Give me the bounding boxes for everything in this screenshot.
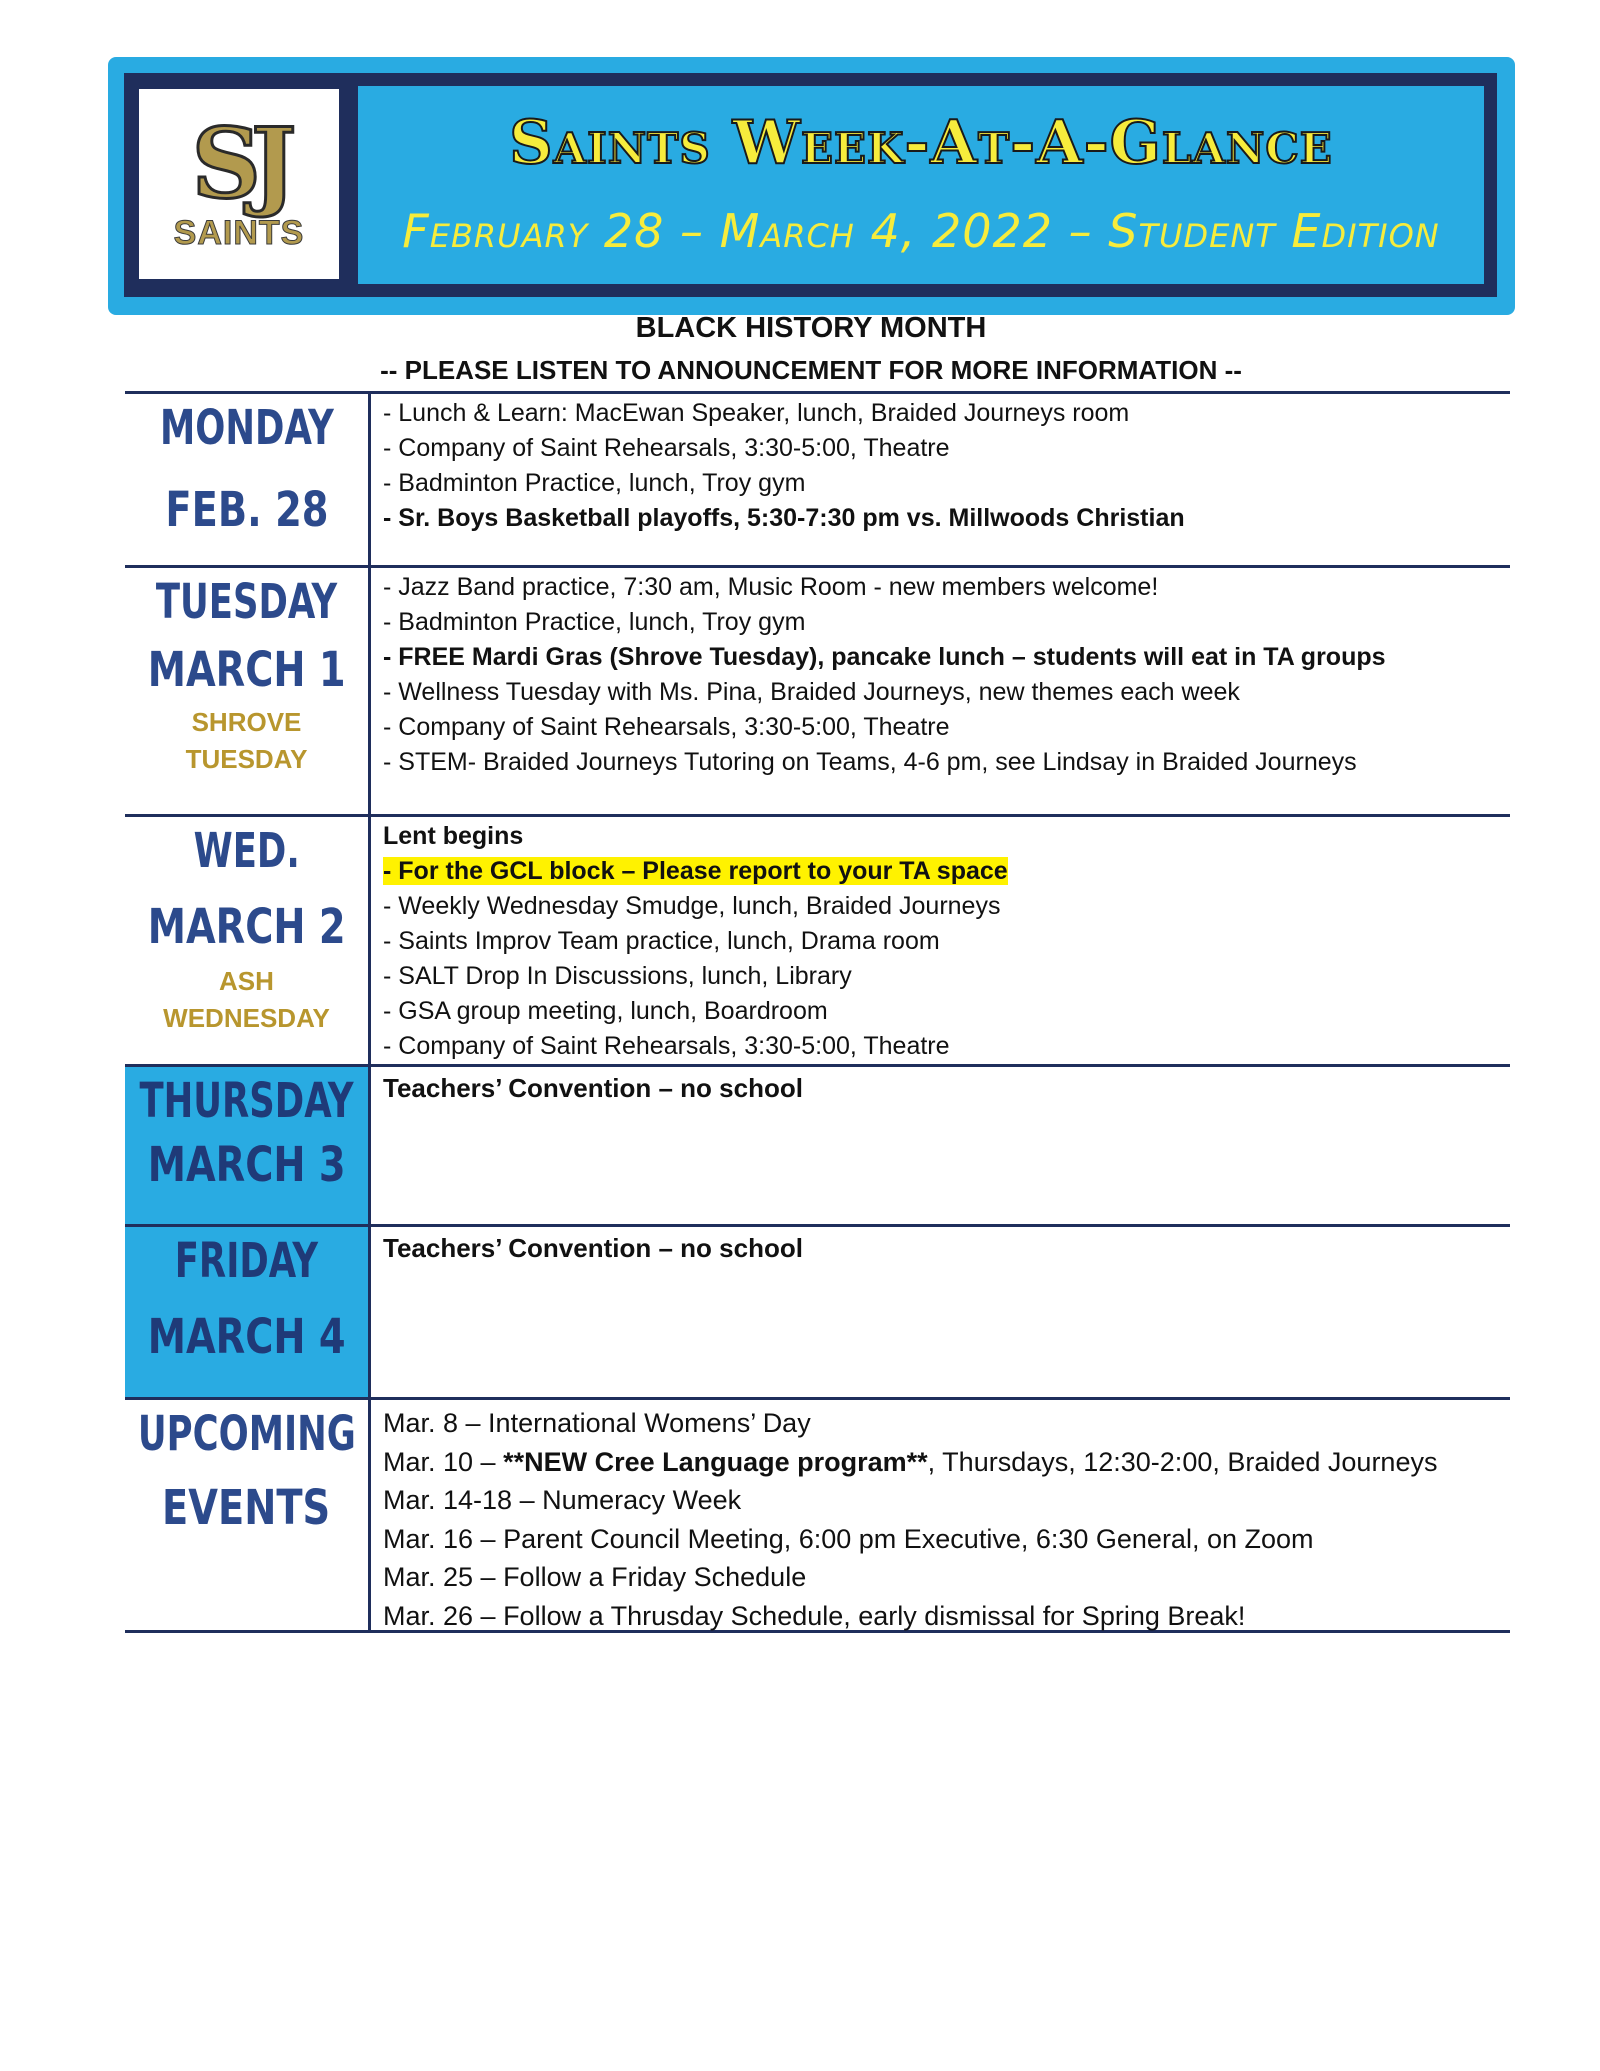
page-subtitle: February 28 – March 4, 2022 – Student Edition — [402, 204, 1440, 258]
day-name: WED. — [193, 823, 300, 879]
schedule-row-wednesday — [125, 817, 1510, 1067]
event-item — [383, 1443, 1510, 1482]
events-thursday — [371, 1067, 1510, 1224]
event-item: Mar. 14-18 – Numeracy Week — [383, 1485, 742, 1515]
header-banner — [108, 57, 1515, 315]
day-name: TUESDAY — [155, 574, 338, 630]
day-name: MONDAY — [159, 400, 334, 456]
event-item: - GSA group meeting, lunch, Boardroom — [383, 997, 828, 1025]
event-item: - Badminton Practice, lunch, Troy gym — [383, 469, 806, 497]
event-item: Mar. 26 – Follow a Thrusday Schedule, early dismissal for Spring Break! — [383, 1600, 1246, 1631]
day-note — [163, 963, 330, 1037]
event-item: - Weekly Wednesday Smudge, lunch, Braided Journeys — [383, 892, 1001, 920]
events-upcoming — [371, 1400, 1510, 1630]
schedule-row-tuesday — [125, 568, 1510, 817]
event-item: - Wellness Tuesday with Ms. Pina, Braided Journeys, new themes each week — [383, 678, 1240, 706]
day-cell-wednesday — [125, 817, 371, 1064]
announcement-notice: -- PLEASE LISTEN TO ANNOUNCEMENT FOR MORE INFORMATION -- — [380, 355, 1242, 385]
event-detail: , Thursdays, 12:30-2:00, Braided Journeys — [927, 1446, 1438, 1477]
event-item: - Lunch & Learn: MacEwan Speaker, lunch, Braided Journeys room — [383, 399, 1130, 427]
events-wednesday — [371, 817, 1510, 1064]
weekly-schedule-table — [125, 391, 1510, 1633]
events-friday — [371, 1227, 1510, 1397]
event-item: - Company of Saint Rehearsals, 3:30-5:00, Theatre — [383, 434, 950, 462]
day-date: MARCH 3 — [147, 1137, 346, 1193]
day-name: THURSDAY — [139, 1073, 354, 1129]
day-name: FRIDAY — [174, 1233, 319, 1289]
event-item: - Company of Saint Rehearsals, 3:30-5:00, Theatre — [383, 1032, 950, 1060]
schedule-row-thursday — [125, 1067, 1510, 1227]
event-date: Mar. 10 – — [383, 1446, 504, 1477]
event-item: Teachers’ Convention – no school — [383, 1073, 803, 1103]
event-item-highlighted — [383, 854, 1510, 889]
event-item: Mar. 25 – Follow a Friday Schedule — [383, 1562, 807, 1592]
event-item: Mar. 8 – International Womens’ Day — [383, 1408, 811, 1438]
school-logo — [136, 86, 342, 282]
day-note-line: ASH — [219, 966, 274, 996]
schedule-row-monday — [125, 394, 1510, 568]
logo-wordmark: SAINTS — [173, 213, 305, 252]
event-item: Lent begins — [383, 822, 524, 850]
day-date: EVENTS — [162, 1480, 331, 1536]
day-name: UPCOMING — [137, 1406, 356, 1462]
event-item: - FREE Mardi Gras (Shrove Tuesday), pancake lunch – students will eat in TA groups — [383, 643, 1386, 671]
day-note-line: WEDNESDAY — [163, 1003, 330, 1033]
event-item: - Sr. Boys Basketball playoffs, 5:30-7:30 pm vs. Millwoods Christian — [383, 504, 1185, 532]
schedule-row-friday — [125, 1227, 1510, 1400]
event-item: - STEM- Braided Journeys Tutoring on Teams, 4-6 pm, see Lindsay in Braided Journeys — [383, 748, 1357, 776]
day-date: MARCH 1 — [147, 642, 346, 698]
day-note — [186, 704, 308, 778]
day-cell-friday — [125, 1227, 371, 1397]
banner-frame — [124, 73, 1497, 297]
event-item: - Company of Saint Rehearsals, 3:30-5:00, Theatre — [383, 713, 950, 741]
day-cell-upcoming — [125, 1400, 371, 1630]
day-date: MARCH 4 — [147, 1309, 346, 1365]
logo-monogram: SJ — [191, 106, 287, 220]
events-tuesday — [371, 568, 1510, 814]
day-note-line: SHROVE — [191, 707, 302, 737]
page-title: Saints Week-At-A-Glance — [509, 108, 1333, 178]
month-headline: BLACK HISTORY MONTH — [635, 312, 987, 344]
event-item: - Jazz Band practice, 7:30 am, Music Room - new members welcome! — [383, 573, 1159, 601]
event-item: Mar. 16 – Parent Council Meeting, 6:00 pm Executive, 6:30 General, on Zoom — [383, 1523, 1314, 1554]
event-item: - Saints Improv Team practice, lunch, Drama room — [383, 927, 940, 955]
event-item: - SALT Drop In Discussions, lunch, Library — [383, 962, 852, 990]
event-item: - Badminton Practice, lunch, Troy gym — [383, 608, 806, 636]
schedule-row-upcoming — [125, 1400, 1510, 1633]
events-monday — [371, 394, 1510, 565]
highlighted-text: - For the GCL block – Please report to your TA space — [383, 857, 1008, 885]
day-cell-tuesday — [125, 568, 371, 814]
event-emphasis: **NEW Cree Language program** — [503, 1446, 928, 1477]
day-date: FEB. 28 — [164, 482, 329, 538]
day-cell-monday — [125, 394, 371, 565]
title-panel — [358, 86, 1484, 284]
day-note-line: TUESDAY — [185, 744, 308, 774]
day-cell-thursday — [125, 1067, 371, 1224]
event-item: Teachers’ Convention – no school — [383, 1233, 803, 1263]
day-date: MARCH 2 — [147, 899, 346, 955]
